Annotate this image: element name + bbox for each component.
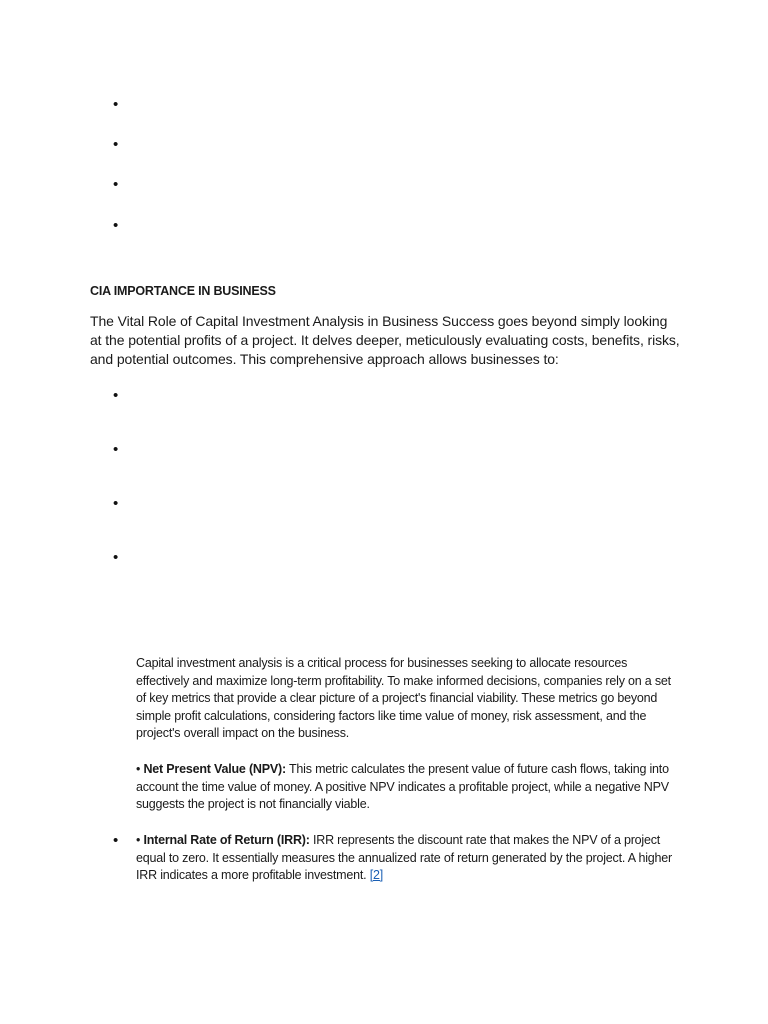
list-bullet: •	[113, 832, 119, 849]
list-bullet: •	[113, 96, 119, 113]
npv-item	[136, 761, 676, 814]
npv-text: This metric calculates the present value of future cash flows, taking into account the time value of money. A positive NPV indicates a profitable project, while a negative NPV suggests the project is not financially viable.	[136, 762, 669, 811]
list-bullet: •	[113, 136, 119, 153]
irr-item	[136, 832, 676, 885]
list-bullet: •	[113, 176, 119, 193]
reference-link[interactable]: [2]	[369, 868, 383, 882]
list-bullet: •	[113, 217, 119, 234]
irr-label: Internal Rate of Return (IRR):	[143, 833, 310, 847]
metrics-intro: Capital investment analysis is a critical process for businesses seeking to allocate resources effectively and maximize long-term profitability. To make informed decisions, companies rely on a set of key metrics that provide a clear picture of a project's financial viability. These metrics go beyond simple profit calculations, considering factors like time value of money, risk assessment, and the project's overall impact on the business.	[136, 656, 671, 740]
list-bullet: •	[113, 441, 119, 458]
list-bullet: •	[113, 549, 119, 566]
list-bullet: •	[113, 387, 119, 404]
npv-marker: •	[136, 762, 141, 776]
irr-text: IRR represents the discount rate that makes the NPV of a project equal to zero. It essentially measures the annualized rate of return generated by the project. A higher IRR indicates a more profitable investment.	[136, 833, 672, 882]
list-bullet: •	[113, 495, 119, 512]
section-heading: CIA IMPORTANCE IN BUSINESS	[90, 284, 276, 298]
npv-label: Net Present Value (NPV):	[143, 762, 286, 776]
irr-marker: •	[136, 833, 141, 847]
section-intro: The Vital Role of Capital Investment Analysis in Business Success goes beyond simply looking at the potential profits of a project. It delves deeper, meticulously evaluating costs, benefits, risks, and potential outcomes. This comprehensive approach allows businesses to:	[90, 313, 680, 367]
